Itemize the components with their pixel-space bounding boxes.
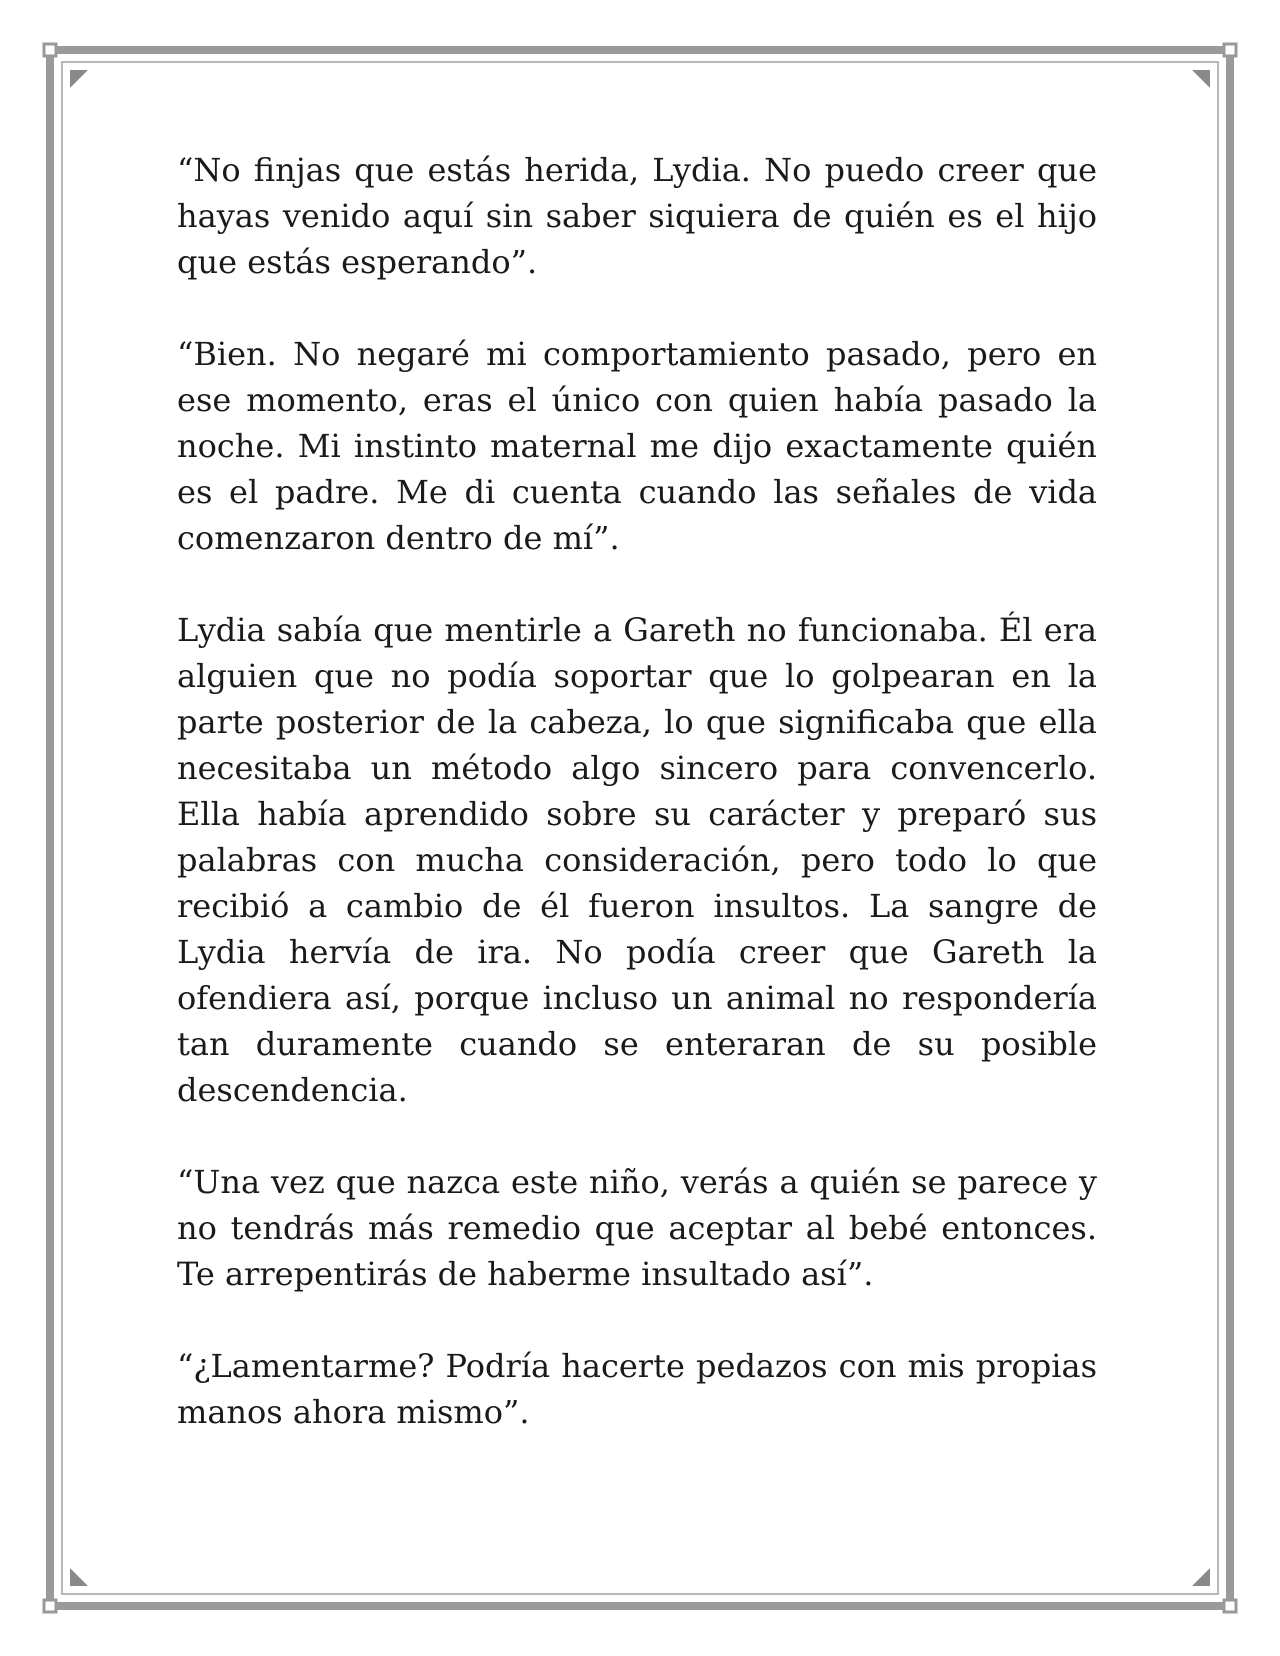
paragraph-5: “¿Lamentarme? Podría hacerte pedazos con mis propias manos ahora mismo”. bbox=[177, 1347, 1097, 1431]
corner-ornament-bottom-right bbox=[1224, 1600, 1236, 1612]
paragraph-4: “Una vez que nazca este niño, verás a quién se parece y no tendrás más remedio que aceptar al bebé entonces. Te arrepentirás de haberme insultado así”. bbox=[177, 1163, 1097, 1293]
corner-triangle-bottom-right bbox=[1192, 1568, 1210, 1586]
corner-ornament-top-right bbox=[1224, 44, 1236, 56]
paragraph-2: “Bien. No negaré mi comportamiento pasado, pero en ese momento, eras el único con quien había pasado la noche. Mi instinto maternal me dijo exactamente quién es el padre. Me di cuenta cuando las señales de vida comenzaron dentro de mí”. bbox=[177, 335, 1097, 557]
corner-triangle-top-right bbox=[1192, 70, 1210, 88]
corner-ornament-bottom-left bbox=[44, 1600, 56, 1612]
page-text bbox=[177, 147, 1097, 1481]
corner-ornament-top-left bbox=[44, 44, 56, 56]
corner-triangle-bottom-left bbox=[70, 1568, 88, 1586]
corner-triangle-top-left bbox=[70, 70, 88, 88]
paragraph-1: “No finjas que estás herida, Lydia. No puedo creer que hayas venido aquí sin saber siquiera de quién es el hijo que estás esperando”. bbox=[177, 151, 1097, 281]
paragraph-3: Lydia sabía que mentirle a Gareth no funcionaba. Él era alguien que no podía soportar que lo golpearan en la parte posterior de la cabeza, lo que significaba que ella necesitaba un método algo sincero para convencerlo. Ella había aprendido sobre su carácter y preparó sus palabras con mucha consideración, pero todo lo que recibió a cambio de él fueron insultos. La sangre de Lydia hervía de ira. No podía creer que Gareth la ofendiera así, porque incluso un animal no respondería tan duramente cuando se enteraran de su posible descendencia. bbox=[177, 611, 1097, 1109]
